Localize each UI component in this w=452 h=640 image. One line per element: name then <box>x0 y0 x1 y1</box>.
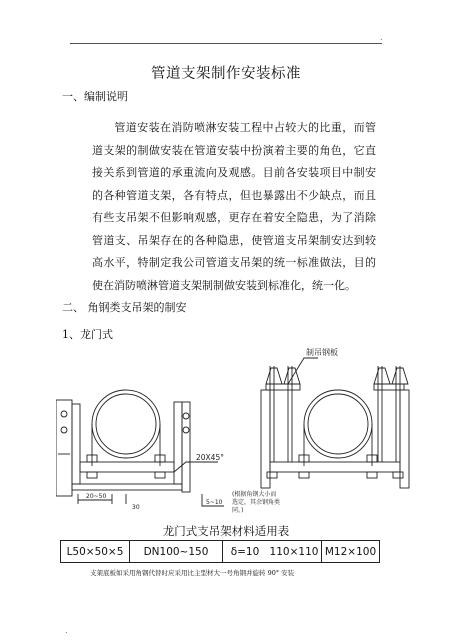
spec-pipe-size: DN100~150 <box>130 541 223 563</box>
spec-bolt: M12×100 <box>322 541 380 563</box>
header-rule <box>70 43 382 44</box>
nut <box>155 472 165 478</box>
nut <box>267 472 277 478</box>
cross-beam <box>270 462 400 472</box>
left-base-plate <box>56 400 72 496</box>
pipe-clamp <box>304 390 372 458</box>
spec-angle-steel: L50×50×5 <box>61 541 130 563</box>
intro-paragraph-text: 管道安装在消防喷淋安装工程中占较大的比重，而管道支架的制做安装在管道安装中扮演着主要的角色，它直接关系到管道的承重流向及观感。目前各安装项目中制安的各种管道支架，各有特点，但也暴露出不少缺点，而且有些支吊架不但影响观感，更存在着安全隐患，为了消除管道支、吊架存在的各种隐患，使管道支吊架制安达到较高水平，特制定我公司管道支吊架的统一标准做法，目的使在消防喷淋管道支架制制做安装到标准化，统一化。 <box>92 121 376 292</box>
header-mark: . <box>380 33 383 42</box>
right-upright <box>174 402 182 484</box>
label-plate: 制吊钢板 <box>306 348 338 357</box>
footer-mark: . <box>65 626 68 635</box>
bolt-hole <box>183 413 189 419</box>
label-note-line2: 选定，其余钢角类 <box>232 499 281 506</box>
pipe-clamp <box>92 390 160 458</box>
hanger-plate <box>266 384 300 390</box>
pipe <box>96 394 156 454</box>
label-note-line3: 同。) <box>232 507 244 514</box>
label-dim-b: 30 <box>132 504 140 511</box>
spec-plate-size: 110×110 <box>267 541 322 563</box>
bolt-hole <box>61 427 67 433</box>
right-upright <box>400 390 409 488</box>
left-upright <box>261 390 270 488</box>
nut <box>367 472 377 478</box>
label-chamfer: 20X45° <box>196 453 224 462</box>
label-note-line1: (根据角钢大小而 <box>232 491 277 498</box>
label-dim-a: 20~50 <box>86 493 107 500</box>
hanger-plate <box>374 384 404 390</box>
spec-plate-thickness: δ=10 <box>223 541 268 563</box>
gantry-support-drawing <box>56 344 416 516</box>
document-title: 管道支架制作安装标准 <box>151 66 301 82</box>
subsection-heading: 1、龙门式 <box>62 328 113 341</box>
section-heading-2: 二、 角钢类支吊架的制安 <box>62 301 187 314</box>
nut <box>393 472 403 478</box>
table-row <box>61 541 380 563</box>
left-upright <box>72 404 80 484</box>
bolt-hole <box>61 411 67 417</box>
nut <box>299 472 309 478</box>
nut <box>87 472 97 478</box>
bolt-hole <box>183 427 189 433</box>
spec-table <box>60 540 380 563</box>
installation-note: 支架底板如采用角钢代替时应采用比主型材大一号角钢并旋转 90° 安装 <box>90 569 295 577</box>
table-caption: 龙门式支吊架材料适用表 <box>162 524 290 538</box>
right-view <box>261 358 409 488</box>
chamfer-leader <box>174 462 218 472</box>
left-view <box>56 390 224 506</box>
bottom-foot <box>72 484 182 490</box>
pipe <box>308 394 368 454</box>
section-heading-1: 一、编制说明 <box>62 90 128 103</box>
plate-label-leader <box>288 358 318 384</box>
label-dim-c: 5~10 <box>206 499 223 506</box>
intro-paragraph <box>92 117 376 297</box>
